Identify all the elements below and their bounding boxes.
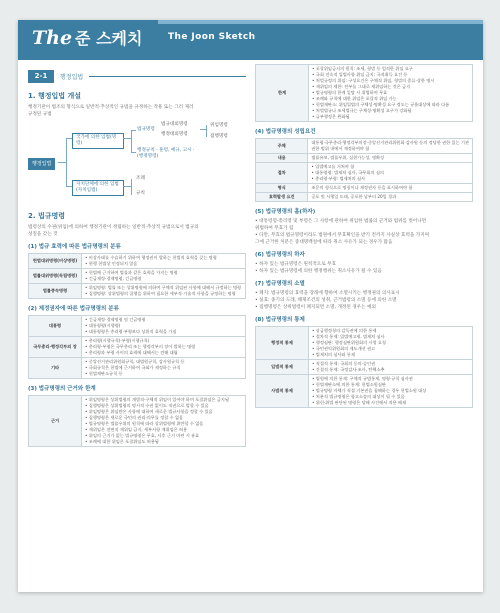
cell-line: • 법규명령은 법률우위의 원칙에 따라 상위법령에 위반할 수 없음 — [85, 421, 204, 426]
book-title — [32, 26, 142, 49]
table-row — [256, 163, 473, 184]
cell-line: • 총리령과 부령 사이의 효력에 대해서는 견해 대립 — [85, 350, 178, 355]
section-title: 행정입법 — [60, 74, 84, 81]
table-row — [256, 154, 473, 163]
paragraph-line: • 폐지: 법규명령의 효력을 장래에 향하여 소멸시키는 행정권의 의사표시 — [255, 291, 400, 296]
node-ordinance: 조례 — [136, 176, 145, 181]
row-key: 형식 — [256, 184, 308, 193]
row-value — [309, 360, 473, 375]
subheading-7: (7) 법규명령의 소멸 — [255, 281, 305, 287]
cell-line: • 처벌법규나 조세법규는 구체성·명확성 요구가 강화됨 — [312, 108, 412, 113]
table-row — [29, 358, 246, 379]
table-row — [256, 139, 473, 154]
row-value — [308, 154, 473, 163]
row-value — [309, 65, 473, 122]
row-key: 내용 — [256, 154, 308, 163]
cell-line: • 헌법재판소: 위임입법의 구체성·명확성 요구 정도는 규율대상에 따라 다름 — [312, 102, 450, 107]
row-key: 법률대위명령(독립명령) — [29, 269, 82, 284]
cell-line: • 직접적 통제: 국회의 동의·승인권 — [312, 361, 376, 366]
cell-line: • 위임명령: 법률 또는 상위명령에 의하여 구체적 위임된 사항에 대해서 규정하는 명령 — [85, 285, 242, 290]
node-rule: 규칙 — [136, 191, 145, 196]
cell-line: • 재위임은 전면적 재위임 금지, 세부사항 재위임은 허용 — [85, 427, 188, 432]
cell-line: • 총리령·부령: 법제처의 심사 — [311, 176, 366, 181]
cell-line: • 헌법재판소규칙 등 — [85, 371, 123, 376]
heading-1: 1. 행정입법 개설 — [28, 92, 81, 100]
paragraph-line: • 다만, 무효의 법규명령이라도 법원에서 무효확인을 받기 전까지 사실상 효력을 가지며 — [255, 233, 430, 238]
intro-line: 규정된 규범 — [28, 112, 52, 117]
table-row — [256, 193, 473, 202]
row-value — [82, 254, 246, 269]
cell-line: • 간접적 통제: 국정감사·조사, 탄핵소추 — [312, 367, 385, 372]
row-value — [82, 396, 246, 447]
cell-line: • 법규명령의 한계 일탈 시 위법하여 무효 — [312, 90, 388, 95]
right-column — [255, 34, 473, 584]
table-row — [29, 254, 246, 269]
paragraph-line: 성질을 갖는 것 — [28, 232, 58, 237]
cell-line: • 중앙선거관리위원회규칙, 대법원규칙, 감사원규칙 등 — [85, 359, 185, 364]
cell-line: • 국민권익위원회의 제도개선 권고 — [312, 346, 376, 351]
left-column — [28, 70, 246, 582]
row-key: 법률종속명령 — [29, 284, 82, 299]
cell-line: • 위임명령은 상위법령의 개별적·구체적 위임이 있어야 하며 포괄위임은 금지됨 — [85, 397, 229, 402]
cell-line: • 헌법재판소에 의한 통제: 헌법소원심판 — [312, 382, 386, 387]
table-row — [256, 375, 473, 408]
cell-line: • 대통령령은 총리령·부령보다 상위적 효력을 가짐 — [85, 329, 177, 334]
table-row — [29, 269, 246, 284]
row-value — [309, 375, 473, 408]
paragraph-line: • 실효: 종기의 도래, 해제조건의 성취, 근거법령의 소멸 등에 의한 소멸 — [255, 298, 397, 303]
row-value — [82, 269, 246, 284]
cell-line: • 조례와 규칙에 대한 위임은 포괄적 위임 가능 — [312, 96, 397, 101]
cell-line: • 현행 헌법상 인정되지 않음 — [85, 261, 138, 266]
cell-line: • 국회규칙은 헌법에 근거하여 국회가 제정하는 규칙 — [85, 365, 181, 370]
cell-line: • 대통령령(시행령) — [85, 323, 121, 328]
table-row — [256, 184, 473, 193]
cell-line: • 법규명령 자체가 직접 기본권을 침해하는 경우 헌법소원 대상 — [312, 388, 427, 393]
banner-accent-strip — [158, 20, 483, 24]
cell-line: • 급부행정은 완화됨 — [312, 114, 350, 119]
row-key: 헌법대위명령(비상명령) — [29, 254, 82, 269]
row-key: 한계 — [256, 65, 309, 122]
row-value — [308, 184, 473, 193]
row-key: 사법적 통제 — [256, 375, 309, 408]
row-key: 절차 — [256, 163, 308, 184]
heading-2: 2. 법규명령 — [28, 212, 66, 220]
row-value — [308, 163, 473, 184]
row-value — [309, 327, 473, 360]
table-control — [255, 326, 473, 408]
subheading-2: (2) 제정권자에 따른 법규명령의 분류 — [28, 306, 119, 312]
connector — [66, 138, 67, 186]
paragraph-5 — [255, 218, 473, 246]
cell-line: • 대통령령: 법제처 심사, 국무회의 심의 — [311, 170, 384, 175]
paragraph-line: • 집행명령은 상위법령이 폐지되면 소멸, 개정된 경우는 예외 — [255, 305, 376, 310]
row-key: 대통령 — [29, 316, 82, 337]
connector — [58, 162, 66, 163]
table-row — [256, 65, 473, 122]
cell-line: • 법제처의 심사와 통제 — [312, 352, 355, 357]
cell-line: • 집행명령은 상위법령의 명시적 수권 없이도 직권으로 발할 수 있음 — [85, 403, 209, 408]
table-limits — [255, 64, 473, 122]
row-value — [82, 358, 246, 379]
branch-state: 국가에 의한 입법(명령) — [72, 133, 124, 149]
table-row — [29, 284, 246, 299]
table-basis-limits — [28, 395, 246, 447]
row-key: 주체 — [256, 139, 308, 154]
intro-paragraph — [28, 104, 246, 118]
cell-line: • 긴급재정·경제명령, 긴급명령 — [85, 276, 142, 281]
classification-diagram — [28, 122, 246, 206]
table-row — [29, 337, 246, 358]
subheading-5: (5) 법규명령의 흠(하자) — [255, 209, 316, 215]
diagram-root: 행정입법 — [28, 158, 55, 170]
cell-line: 대통령·국무총리·행정각부의장·중앙선거관리위원회·감사원 등의 정당한 권한 있는 기관 — [311, 140, 469, 145]
row-value — [82, 284, 246, 299]
row-key: 기타 — [29, 358, 82, 379]
row-key: 행정적 통제 — [256, 327, 309, 360]
section-tab — [28, 70, 246, 83]
paragraph-2 — [28, 224, 246, 238]
book-subtitle: The Joon Sketch — [168, 32, 256, 42]
paragraph-line: • 하자 있는 법규명령에 의한 행정행위는 취소사유가 될 수 있음 — [255, 269, 382, 274]
paragraph-6 — [255, 261, 473, 275]
node-admin-rule: 행정규칙 · 훈령, 예규, 고시 · (행정명령) — [137, 148, 195, 159]
cell-line: • 처분적 법규명령은 항고소송의 대상이 될 수 있음 — [312, 394, 405, 399]
document-page — [18, 20, 483, 592]
paragraph-line: 그에 근거한 처분은 중대명백설에 따라 취소 사유가 되는 경우가 많음 — [255, 240, 393, 245]
row-key: 입법적 통제 — [256, 360, 309, 375]
cell-line: 공포 및 시행일 도래, 공포한 날부터 20일 경과 — [311, 194, 397, 199]
row-value — [308, 139, 473, 154]
cell-line: • 상급행정청의 감독권에 의한 통제 — [312, 328, 377, 333]
book-title-ko: 준 스케치 — [75, 29, 143, 48]
node-delegated: 위임명령 — [210, 123, 228, 128]
connector — [131, 130, 136, 131]
subheading-1: (1) 법규 효력에 따른 법규명령의 분류 — [28, 244, 121, 250]
intro-line: 행정기관이 법조의 형식으로 일반적·추상적인 규범을 규정하는 작용 또는 그러 제러 — [28, 105, 194, 110]
cell-line: • 총리령·부령은 국무총리 또는 행정각부의 장이 발하는 명령 — [85, 344, 196, 349]
section-number: 2-1 — [28, 70, 54, 83]
node-executive: 집행명령 — [210, 134, 228, 139]
cell-line: • 긴급재정·경제명령 및 긴급명령 — [85, 317, 146, 322]
subheading-8: (8) 법규명령의 통제 — [255, 317, 305, 323]
row-key: 근거 — [29, 396, 82, 447]
subheading-6: (6) 법규명령의 하자 — [255, 252, 305, 258]
cell-line: • 위헌·위법 판단된 명령은 당해 사건에서 적용 배제 — [312, 400, 407, 405]
table-effect-classification — [28, 253, 246, 299]
cell-line: 권한 범위 내에서 제정하여야 함 — [311, 146, 370, 151]
row-value — [308, 193, 473, 202]
cell-line: • 위임의 근거가 없는 법규명령은 무효, 사후 근거 마련 시 유효 — [85, 433, 200, 438]
paragraph-line: • 하자 있는 법규명령은 원칙적으로 무효 — [255, 262, 337, 267]
cell-line: 법률유보, 법률우위, 실현가능성, 명확성 — [311, 155, 385, 160]
cell-line: • 재위임의 제한: 전부를 그대로 재위임하는 것은 금지 — [312, 84, 411, 89]
connector — [206, 125, 207, 137]
row-value — [82, 337, 246, 358]
paragraph-7 — [255, 290, 473, 311]
cell-line: • 행정심판: 행정심판위원회의 시정 요청 — [312, 340, 386, 345]
row-value — [82, 316, 246, 337]
subheading-4: (4) 법규명령의 성립요건 — [255, 129, 316, 135]
table-requirements — [255, 138, 473, 202]
branch-local: 자치단체에 의한 입법(자치입법) — [72, 180, 124, 196]
cell-line: • 절차적 통제: 입법예고제, 법제처 심사 — [312, 334, 385, 339]
connector — [123, 186, 131, 187]
table-row — [29, 316, 246, 337]
table-row — [256, 360, 473, 375]
cell-line: • 국회 전속적 입법사항 위임 금지: 국적취득 요건 등 — [312, 72, 408, 77]
connector — [131, 179, 132, 195]
node-top1: 법규대외명령 — [161, 122, 188, 127]
row-key: 국무총리·행정각부의 장 — [29, 337, 82, 358]
cell-line: • 법원에 의한 통제: 구체적 규범통제, 명령·규칙 심사권 — [312, 376, 413, 381]
table-row — [256, 327, 473, 360]
book-title-en: The — [32, 27, 73, 49]
subheading-3: (3) 법규명령의 근거와 한계 — [28, 386, 96, 392]
section-rule — [89, 76, 246, 77]
cell-line: • 헌법에 근거하여 법률과 같은 효력을 가지는 명령 — [85, 270, 178, 275]
node-regulatory-order: 법규명령 — [137, 127, 155, 132]
cell-line: • 집행명령은 새로운 국민의 권리·의무를 정할 수 없음 — [85, 415, 184, 420]
node-top2: 행정대외명령 — [161, 132, 188, 137]
row-key: 효력발생 요건 — [256, 193, 308, 202]
cell-line: • 포괄위임금지의 원칙: 조세, 형벌 등 엄격한 위임 요구 — [312, 66, 413, 71]
cell-line: • 비상사태를 수습하기 위하여 행정권이 발하는 헌법적 효력을 갖는 명령 — [85, 255, 217, 260]
paragraph-line: 위법하여 무효가 됨 — [255, 226, 294, 231]
table-row — [29, 396, 246, 447]
cell-line: • 조례에 대한 위임은 포괄위임도 허용됨 — [85, 439, 159, 444]
cell-line: • 위임명령은 위임받은 사항에 대하여 새로운 법규사항을 정할 수 있음 — [85, 409, 213, 414]
connector — [131, 130, 132, 152]
connector — [123, 138, 131, 139]
cell-line: • 집행명령: 상위법령의 집행을 위하여 필요한 세부적·기술적 사항을 규정하는 명령 — [85, 291, 236, 296]
cell-line: • 총리령(시행규칙)·부령(시행규칙) — [85, 338, 150, 343]
cell-line: • 입법예고를 거쳐야 함 — [311, 164, 355, 169]
cell-line: 조문의 형식으로 명칭이나 제정권자 등을 표시하여야 함 — [311, 185, 413, 190]
paragraph-line: • 대통령령·총리령 및 부령은 그 사항에 관하여 위임한 법률의 근거와 범위를 벗어나면 — [255, 219, 427, 224]
connector — [131, 152, 136, 153]
cell-line: • 처벌규정의 위임: 구성요건은 구체적 위임, 형벌의 종류·상한 명시 — [312, 78, 435, 83]
paragraph-line: 법령상의 수권(위임)에 의하여 행정기관이 정립하는 일반적·추상적 규범으로서 법규의 — [28, 225, 199, 230]
table-authority-classification — [28, 315, 246, 379]
